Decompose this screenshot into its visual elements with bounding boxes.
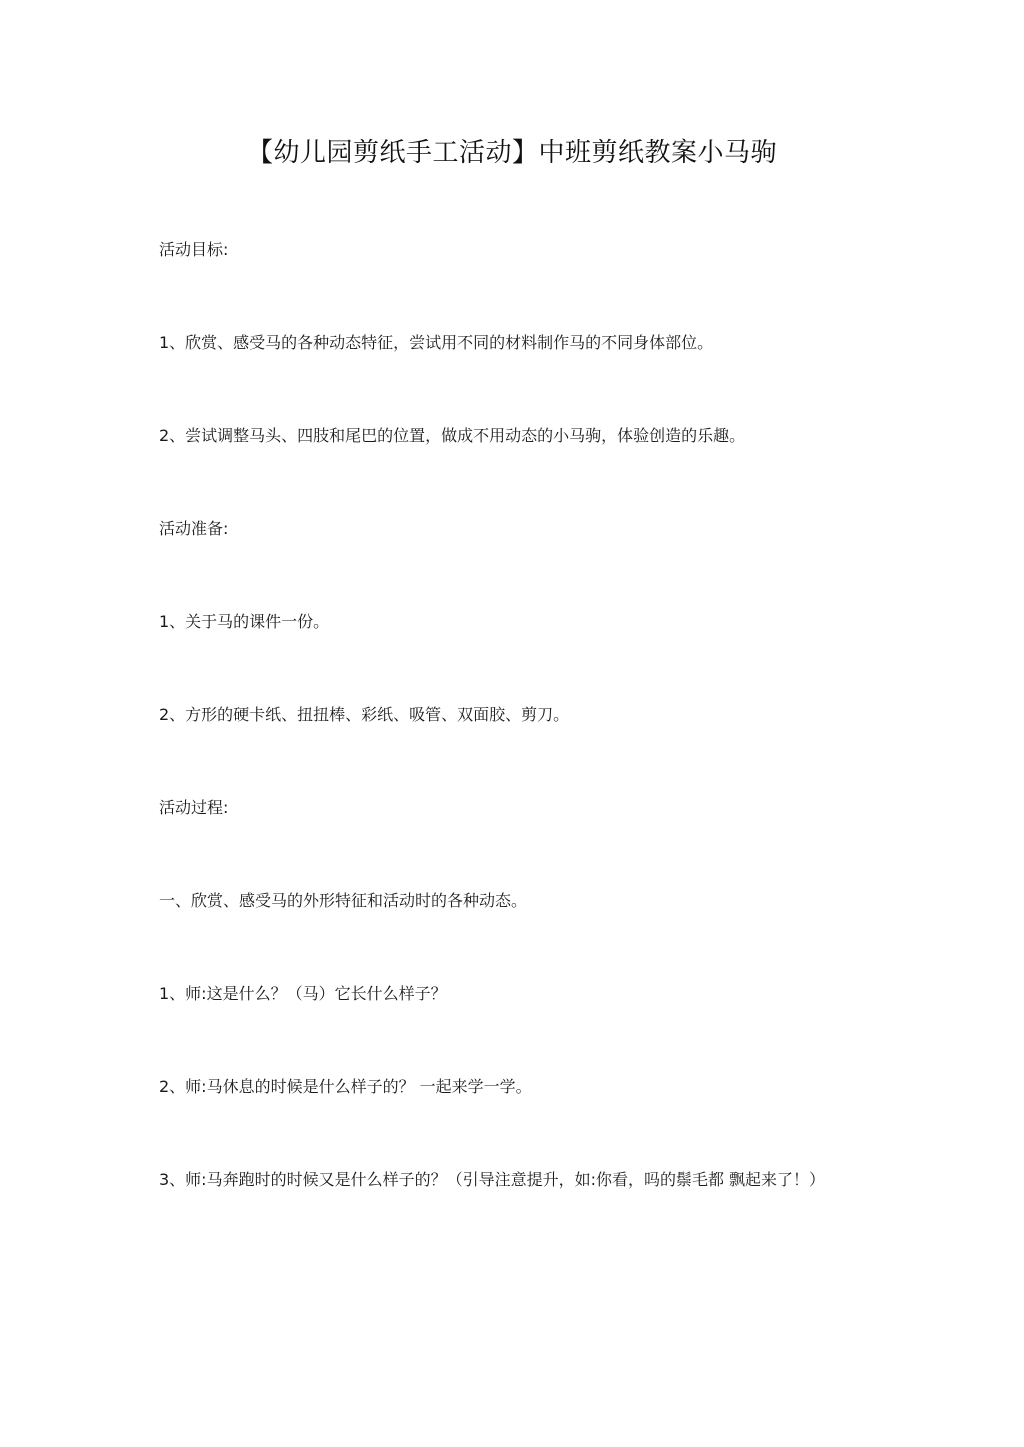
goal-item-2: 2、尝试调整马头、四肢和尾巴的位置，做成不用动态的小马驹，体验创造的乐趣。 (159, 426, 746, 445)
document-title: 【幼儿园剪纸手工活动】中班剪纸教案小马驹 (246, 138, 777, 168)
preparation-item-2: 2、方形的硬卡纸、扭扭棒、彩纸、吸管、双面胶、剪刀。 (159, 705, 570, 724)
process-step-3: 3、师:马奔跑时的时候又是什么样子的？（引导注意提升，如:你看，吗的鬃毛都 飘起来了！） (159, 1170, 826, 1189)
process-section-1: 一、欣赏、感受马的外形特征和活动时的各种动态。 (159, 891, 528, 910)
process-step-1: 1、师:这是什么？（马）它长什么样子？ (159, 984, 447, 1003)
goal-item-1: 1、欣赏、感受马的各种动态特征，尝试用不同的材料制作马的不同身体部位。 (159, 333, 714, 352)
heading-activity-goals: 活动目标: (159, 240, 229, 259)
preparation-item-1: 1、关于马的课件一份。 (159, 612, 330, 631)
heading-activity-preparation: 活动准备: (159, 519, 229, 538)
heading-activity-process: 活动过程: (159, 798, 229, 817)
process-step-2: 2、师:马休息的时候是什么样子的？ 一起来学一学。 (159, 1077, 532, 1096)
